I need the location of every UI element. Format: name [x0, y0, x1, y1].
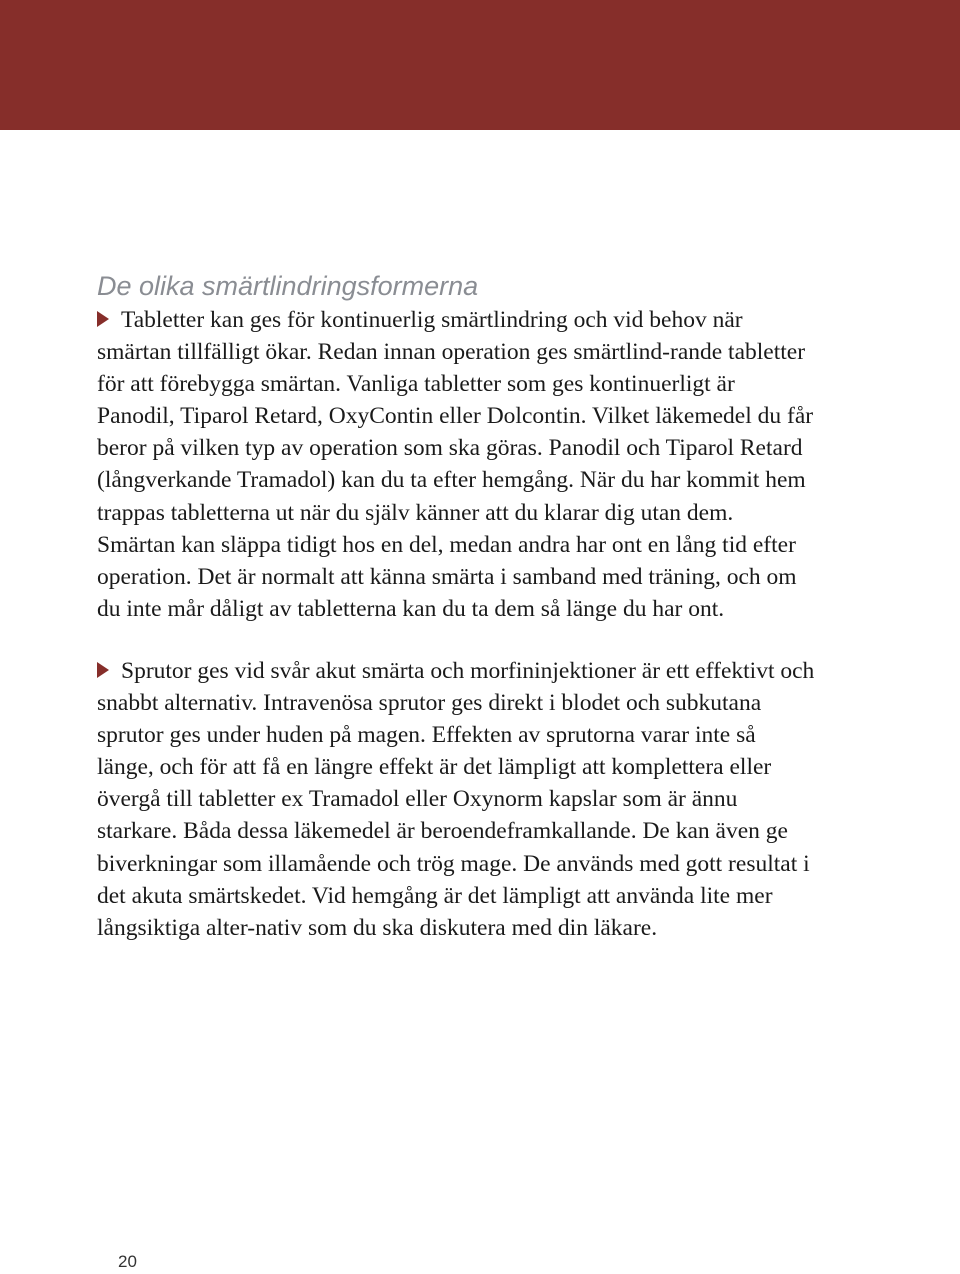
paragraph-tablets-text: Tabletter kan ges för kontinuerlig smärtlindring och vid behov när smärtan tillfälligt ökar. Redan innan operation ges smärtlind-rande tabletter för att förebygga smärtan. Vanliga tabletter som ges kontinuerligt är Panodil, Tiparol Retard, OxyContin eller Dolcontin. Vilket läkemedel du får beror på vilken typ av operation som ska göras. Panodil och Tiparol Retard (långverkande Tramadol) kan du ta efter hemgång. När du har kommit hem trappas tabletterna ut när du själv känner att du klarar dig utan dem. Smärtan kan släppa tidigt hos en del, medan andra har ont en lång tid efter operation. Det är normalt att känna smärta i samband med träning, och om du inte mår dåligt av tabletterna kan du ta dem så länge du har ont.	[97, 307, 814, 622]
page-content	[97, 268, 817, 944]
page-number: 20	[118, 1252, 137, 1271]
paragraph-tablets	[97, 304, 817, 625]
paragraph-injections-text: Sprutor ges vid svår akut smärta och morfininjektioner är ett effektivt och snabbt alternativ. Intravenösa sprutor ges direkt i blodet och subkutana sprutor ges under huden på magen. Effekten av sprutorna varar inte så länge, och för att få en längre effekt är det lämpligt att komplettera eller övergå till tabletter ex Tramadol eller Oxynorm kapslar som är ännu starkare. Båda dessa läkemedel är beroendeframkallande. De kan även ge biverkningar som illamående och trög mage. De används med gott resultat i det akuta smärtskedet. Vid hemgång är det lämpligt att använda lite mer långsiktiga alter-nativ som du ska diskutera med din läkare.	[97, 657, 815, 941]
paragraph-injections	[97, 655, 817, 944]
triangle-right-icon	[97, 655, 109, 687]
section-heading: De olika smärtlindringsformerna	[97, 271, 479, 301]
header-color-band	[0, 0, 960, 130]
triangle-right-icon	[97, 304, 109, 336]
